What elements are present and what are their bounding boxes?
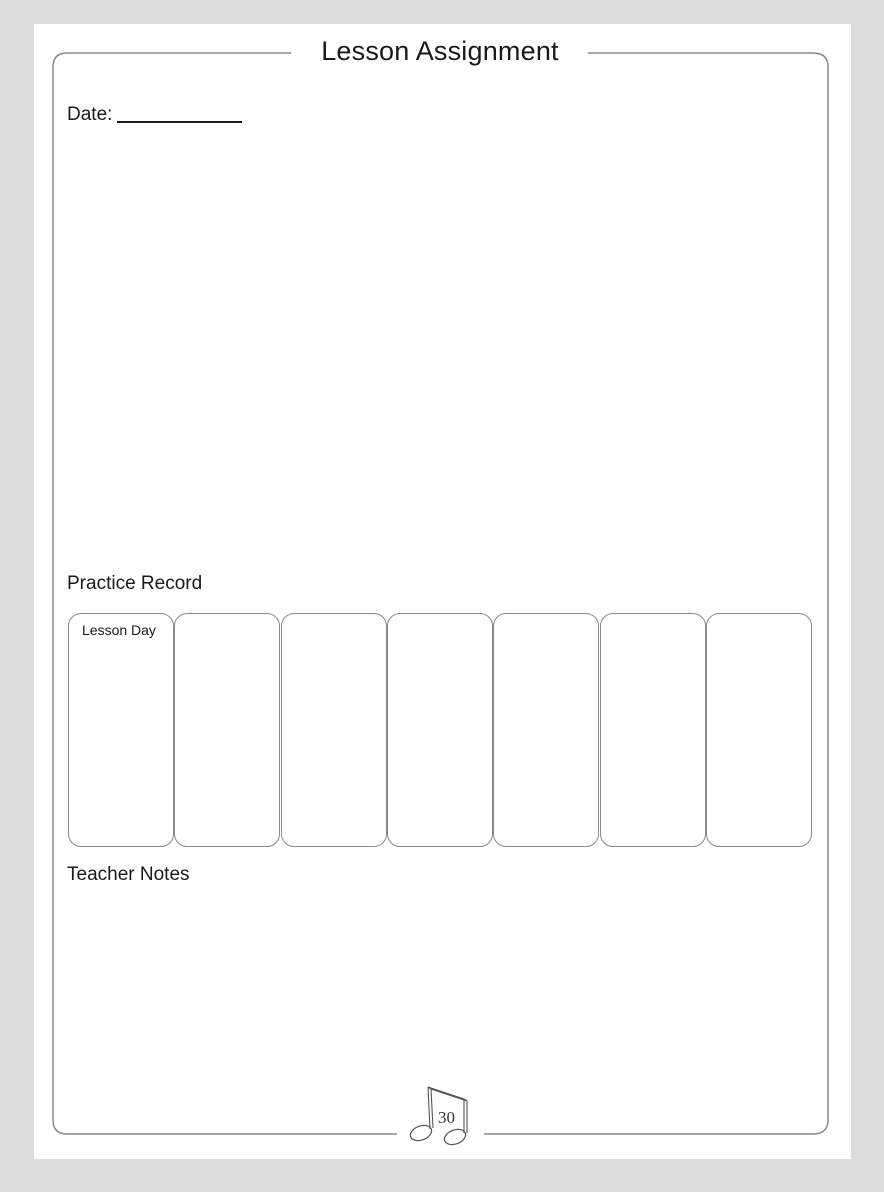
practice-day-box[interactable] [706,613,812,847]
practice-day-box[interactable] [493,613,599,847]
practice-day-label: Lesson Day [82,622,156,638]
note-beam [428,1087,467,1101]
date-field [67,104,242,126]
note-stem-left [428,1087,433,1129]
frame-border-right [484,53,828,1134]
page-number: 30 [438,1108,455,1127]
page-title: Lesson Assignment [321,36,559,66]
practice-day-box[interactable] [68,613,174,847]
practice-record-grid [68,613,812,847]
date-blank-line[interactable] [117,121,242,123]
note-stem-right [464,1099,467,1133]
practice-day-box[interactable] [281,613,387,847]
music-note-icon [406,1083,476,1149]
date-label: Date: [67,104,113,125]
practice-day-box[interactable] [600,613,706,847]
practice-record-title: Practice Record [67,573,203,594]
worksheet-page [34,24,851,1159]
teacher-notes-title: Teacher Notes [67,864,190,885]
practice-day-box[interactable] [174,613,280,847]
practice-day-box[interactable] [387,613,493,847]
